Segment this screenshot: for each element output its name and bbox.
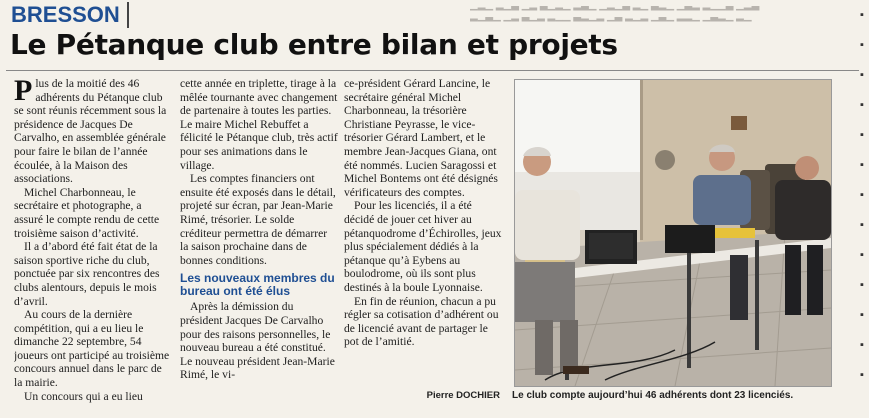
paragraph: Les comptes financiers ont ensuite été exposés dans le détail, projeté sur écran, par Jean-Marie Rimé, trésorier. Le solde créditeur permettra de démarrer la saison prochaine dans de bonnes conditions. — [180, 172, 336, 267]
photo-caption: Le club compte aujourd’hui 46 adhérents dont 23 licenciés. — [512, 390, 794, 401]
section-label: BRESSON — [2, 2, 129, 28]
author-byline: Pierre DOCHIER — [426, 390, 500, 401]
article-column-3 — [344, 77, 502, 415]
article-column-2 — [180, 77, 338, 415]
paragraph: En fin de réunion, chacun a pu régler sa cotisation d’adhérent ou de licencié avant de partager le pot de l’amitié. — [344, 294, 499, 349]
paragraph: Au cours de la dernière compétition, qui a eu lieu le dimanche 22 septembre, 54 joueurs ont participé au troisième concours annuel dans le parc de la mairie. — [14, 308, 170, 390]
paragraph: Il a d’abord été fait état de la saison sportive riche du club, ponctuée par six rencontres des clubs alentours, depuis le mois d’avril. — [14, 240, 160, 308]
subheading: Les nouveaux membres du bureau ont été élus — [180, 271, 335, 299]
adjacent-column-bleed: ▪ ▪ ▪ ▪ ▪ ▪ ▪ ▪ ▪ ▪ ▪ ▪ ▪ — [860, 9, 864, 381]
drop-cap: P — [14, 77, 33, 107]
paragraph: Un concours qui a eu lieu — [24, 389, 143, 403]
article-headline: Le Pétanque club entre bilan et projets — [10, 28, 618, 61]
paragraph: Michel Charbonneau, le secrétaire et photographe, a assuré le compte rendu de cette troisième saison d’activité. — [14, 185, 160, 240]
paragraph: ce-président Gérard Lancine, le secrétaire général Michel Charbonneau, la trésorière Christiane Peyrasse, le vice-trésorier Gérard Lambert, et le membre Jean-Jacques Giana, ont été nommés. Lucien Saragossi et Michel Bontems ont été désignés vérificateurs des comptes. — [344, 77, 498, 199]
paragraph: Pour les licenciés, il a été décidé de jouer cet hiver au pétanquodrome d’Échirolles, jeux plus spécialement dédiés à la pétanque qu’à Eybens au boulodrome, où ils sont plus destinés à la boule Lyonnaise. — [344, 199, 502, 294]
adjacent-article-bleed: ▁▂▁ ▂▁▃ ▁▂ ▃▁▂▁ ▂▃▁ ▁▂▁▃ ▂▁ ▃▂▁ ▁▃▂ ▂▁▁▃ ▁▂▃ ▂▁▃▁ ▁▂ ▃▁▂ ▂▁▁ ▃▂▁▂ ▁▃ ▂▁▂ ▁▃▁ ▂▂▁ ▁▃▂▁ ▂▁ — [470, 0, 760, 22]
lead-text: lus de la moitié des 46 adhérents du Pétanque club se sont réunis récemment sous la présidence de Jacques De Carvalho, en assemblée générale pour faire le bilan de l’année écoulée, à la Maison des associations. — [14, 77, 167, 186]
article-column-1 — [14, 77, 172, 415]
headline-rule — [6, 70, 859, 71]
paragraph: cette année en triplette, tirage à la mêlée tournante avec changement de partenaire à toutes les parties. Le maire Michel Rebuffet a félicité le Pétanque club, très actif pour ses animations dans le village. — [180, 77, 338, 172]
paragraph: Après la démission du président Jacques De Carvalho pour des raisons personnelles, le nouveau bureau a été constitué. Le nouveau président Jean-Marie Rimé, le vi- — [180, 300, 335, 382]
paragraph-lead — [14, 77, 172, 186]
article-photo — [514, 79, 832, 387]
